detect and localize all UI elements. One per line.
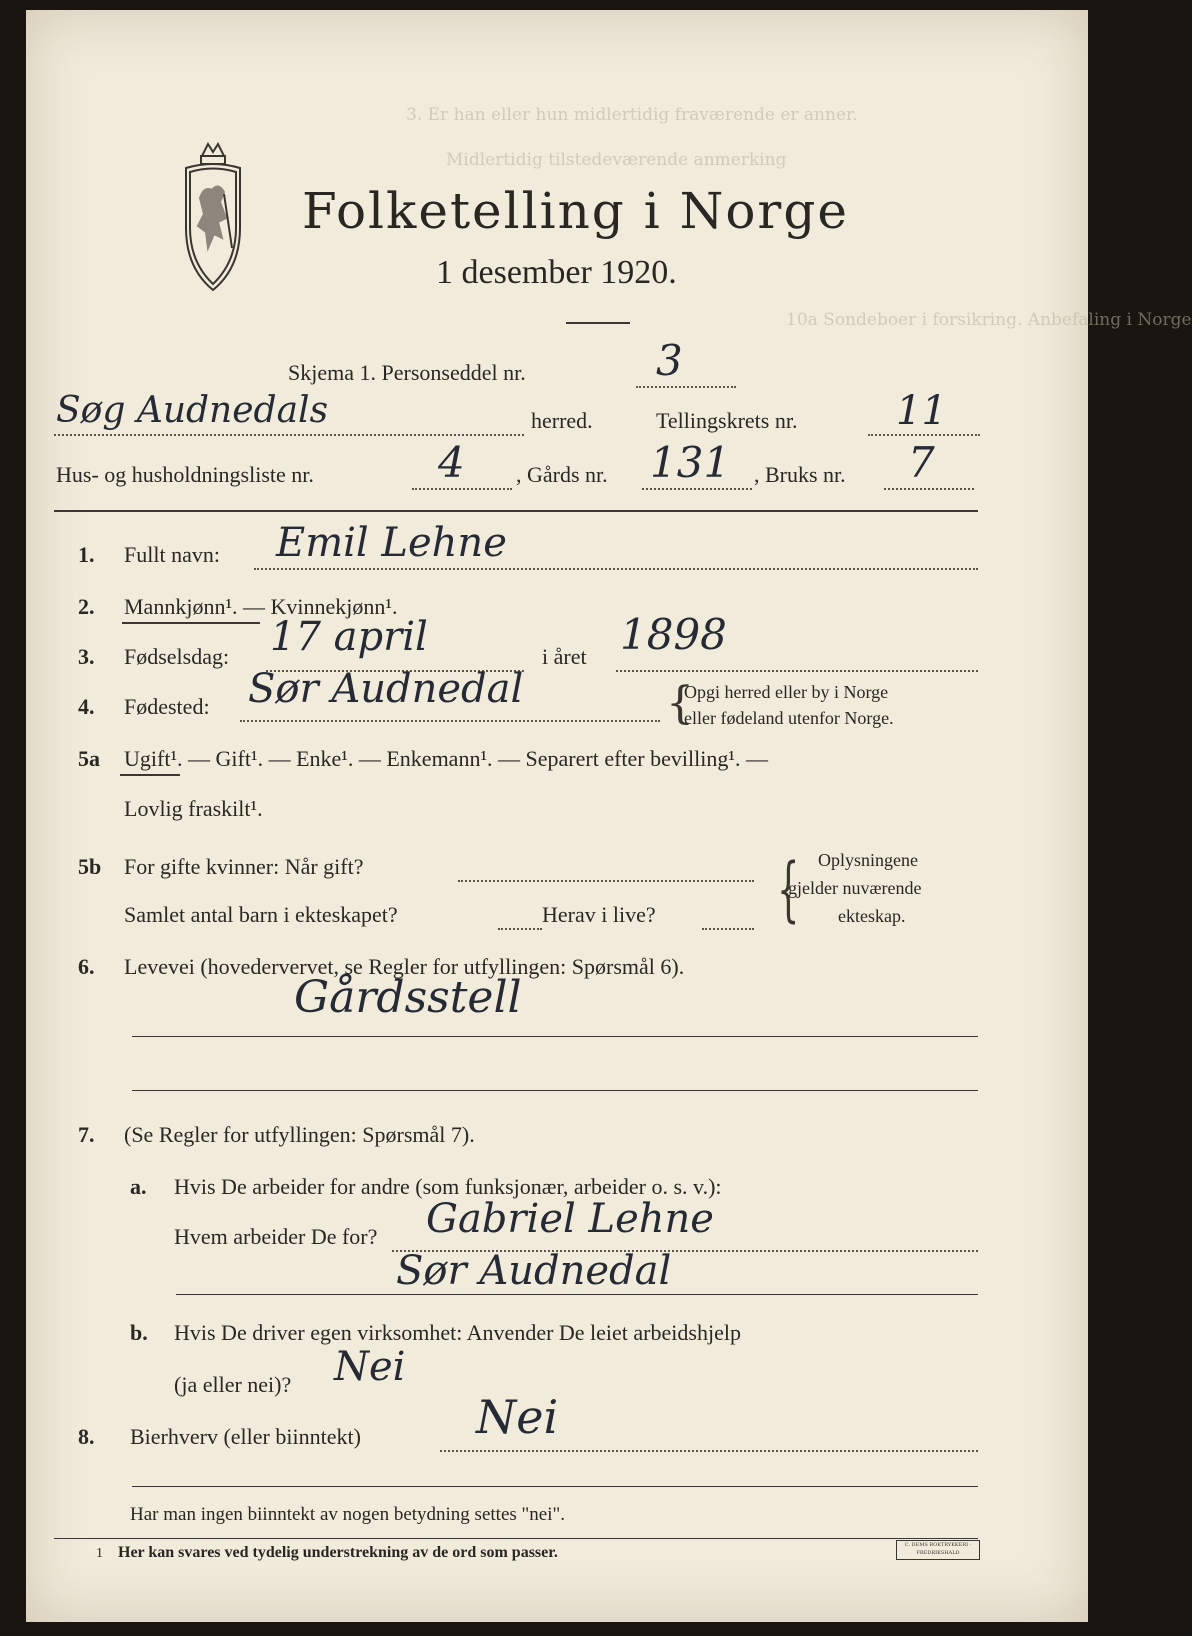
footer-note: Har man ingen biinntekt av nogen betydning settes "nei". [130, 1504, 565, 1525]
q7a-line2: Hvem arbeider De for? [174, 1224, 378, 1249]
q3-year-fill-line [616, 670, 978, 672]
q6-occupation: Gårdsstell [294, 972, 522, 1023]
q5b-alive-label: Herav i live? [542, 902, 656, 927]
bleed-through-text: 3. Er han eller hun midlertidig fraværende er anner. [406, 105, 858, 125]
tellingskrets-value: 11 [896, 388, 947, 434]
q5b-alive-fill-line [702, 928, 754, 930]
herred-fill-line [54, 434, 524, 436]
q6-number: 6. [78, 954, 95, 979]
q5b-children-label: Samlet antal barn i ekteskapet? [124, 902, 398, 927]
q4-note-line2: eller fødeland utenfor Norge. [684, 708, 894, 728]
q6-answer-line1 [132, 1036, 978, 1037]
tellingskrets-fill-line [868, 434, 980, 436]
footnote-mark: 1 [96, 1546, 103, 1561]
hus-fill-line [412, 488, 512, 490]
q2-sex-options: Mannkjønn¹. — Kvinnekjønn¹. [124, 594, 398, 619]
herred-value: Søg Audnedals [56, 390, 329, 431]
q6-answer-line2 [132, 1090, 978, 1091]
q5a-hand-underline [120, 774, 180, 776]
q1-answer: Emil Lehne [276, 520, 507, 566]
q8-number: 8. [78, 1424, 95, 1449]
footer-separator [54, 1538, 978, 1539]
q5b-children-fill-line [498, 928, 542, 930]
form-title: Folketelling i Norge [302, 182, 849, 240]
q8-label: Bierhverv (eller biinntekt) [130, 1424, 361, 1449]
title-divider [566, 322, 630, 324]
bruks-value: 7 [908, 438, 935, 487]
bleed-through-text: 10a Sondeboer i forsikring. Anbefaling i Norge [786, 310, 1192, 330]
q5b-note-brace: { [777, 848, 800, 930]
q5a-line2: Lovlig fraskilt¹. [124, 796, 263, 821]
q7b-line2: (ja eller nei)? [174, 1372, 292, 1397]
q7-label: (Se Regler for utfyllingen: Spørsmål 7). [124, 1122, 475, 1147]
bleed-through-text: Midlertidig tilstedeværende anmerking [446, 150, 787, 170]
gards-label: , Gårds nr. [516, 462, 608, 487]
herred-label: herred. [531, 408, 593, 433]
q8-fill-line [440, 1450, 978, 1452]
q6-label: Levevei (hovedervervet, se Regler for utfyllingen: Spørsmål 6). [124, 954, 685, 979]
q4-note-line1: Opgi herred eller by i Norge [684, 682, 889, 702]
q5b-note-line2: gjelder nuværende [788, 878, 922, 898]
footnote-text: Her kan svares ved tydelig understrekning av de ord som passer. [118, 1544, 558, 1561]
header-separator [54, 510, 978, 512]
q4-number: 4. [78, 694, 95, 719]
personseddel-fill-line [636, 386, 736, 388]
q5b-note-line1: Oplysningene [818, 850, 918, 870]
q2-number: 2. [78, 594, 95, 619]
q5b-line1: For gifte kvinner: Når gift? [124, 854, 364, 879]
q7b-line1: Hvis De driver egen virksomhet: Anvender De leiet arbeidshjelp [174, 1320, 741, 1345]
personseddel-number: 3 [656, 336, 683, 385]
q5a-marital-options: Ugift¹. — Gift¹. — Enke¹. — Enkemann¹. — Separert efter bevilling¹. — [124, 746, 768, 771]
q7a-employer-place: Sør Audnedal [396, 1248, 672, 1294]
printer-stamp: C. DEMS BOKTRYKKERI · FREDRIKSHALD [896, 1540, 980, 1560]
hus-label: Hus- og husholdningsliste nr. [56, 462, 314, 487]
gards-value: 131 [650, 438, 731, 487]
q4-fill-line [240, 720, 660, 722]
q7-number: 7. [78, 1122, 95, 1147]
q3-birth-year: 1898 [620, 610, 727, 659]
q7b-letter: b. [130, 1320, 148, 1345]
census-date: 1 desember 1920. [436, 254, 677, 291]
q3-number: 3. [78, 644, 95, 669]
q4-label: Fødested: [124, 694, 210, 719]
census-form-page [26, 10, 1192, 1622]
q3-birthday: 17 april [270, 614, 428, 660]
q8-answer: Nei [476, 1390, 559, 1444]
q5b-note-line3: ekteskap. [838, 906, 906, 926]
q1-number: 1. [78, 542, 95, 567]
q4-note-brace: { [666, 678, 694, 729]
q3-year-label: i året [542, 644, 587, 669]
tellingskrets-label: Tellingskrets nr. [656, 408, 798, 433]
q8-answer-line2 [132, 1486, 978, 1487]
q3-label: Fødselsdag: [124, 644, 230, 669]
q1-fill-line [254, 568, 978, 570]
q5a-number: 5a [78, 746, 100, 771]
norwegian-coat-of-arms-icon [174, 138, 252, 296]
q7b-answer: Nei [334, 1344, 406, 1390]
q7a-answer-line2 [176, 1294, 978, 1295]
q2-hand-underline [122, 622, 260, 624]
q7a-letter: a. [130, 1174, 147, 1199]
q5b-number: 5b [78, 854, 102, 879]
q7a-employer: Gabriel Lehne [426, 1196, 714, 1242]
hus-value: 4 [438, 438, 465, 487]
q4-birthplace: Sør Audnedal [248, 666, 524, 712]
q7a-line1: Hvis De arbeider for andre (som funksjonær, arbeider o. s. v.): [174, 1174, 722, 1199]
bruks-label: , Bruks nr. [754, 462, 846, 487]
bruks-fill-line [884, 488, 974, 490]
q5b-married-fill-line [458, 880, 754, 882]
schema-label: Skjema 1. Personseddel nr. [288, 360, 526, 385]
gards-fill-line [642, 488, 752, 490]
q1-label: Fullt navn: [124, 542, 220, 567]
